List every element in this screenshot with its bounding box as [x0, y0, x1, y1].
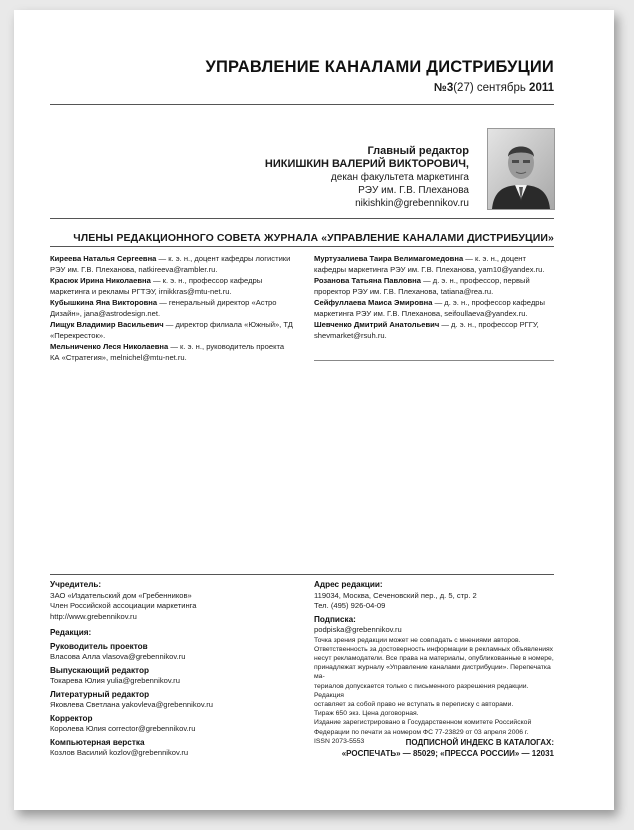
address-line: 119034, Москва, Сеченовский пер., д. 5, стр. 2	[314, 590, 477, 600]
member-desc: — д. э. н., профессор РГГУ, shevmarket@rsuh.ru.	[314, 320, 539, 340]
board-divider	[50, 246, 554, 247]
legal-line: принадлежат журналу «Управление каналами дистрибуции». Перепечатка ма-	[314, 664, 551, 681]
member-name: Сейфуллаева Маиса Эмировна	[314, 298, 433, 307]
staff-person: Козлов Василий kozlov@grebennikov.ru	[50, 748, 189, 757]
legal-line: ISSN 2073-5553	[314, 737, 365, 745]
issue-month: сентябрь	[476, 82, 526, 94]
member-desc: — к. э. н., доцент кафедры логистики РЭУ им. Г.В. Плеханова, natkireeva@rambler.ru.	[50, 254, 291, 274]
board-member	[50, 275, 294, 297]
editor-org: РЭУ им. Г.В. Плеханова	[358, 185, 469, 196]
member-name: Муртузалиева Таира Велимагомедовна	[314, 254, 464, 263]
member-desc: — д. э. н., профессор кафедры маркетинга РЭУ им. Г.В. Плеханова, seifoullaeva@yandex.ru.	[314, 298, 545, 318]
index-catalogs: «РОСПЕЧАТЬ» — 85029; «ПРЕССА РОССИИ» — 12031	[341, 749, 554, 758]
staff-person: Яковлева Светлана yakovleva@grebennikov.ru	[50, 700, 213, 709]
board-member	[50, 319, 294, 341]
member-desc: — к. э. н., профессор кафедры маркетинга и рекламы РГТЭУ, irnikkras@mtu-net.ru.	[50, 276, 263, 296]
subscription-index	[342, 737, 554, 759]
staff-person: Токарева Юлия yulia@grebennikov.ru	[50, 676, 180, 685]
editor-position: декан факультета маркетинга	[330, 172, 469, 183]
founder-line: ЗАО «Издательский дом «Гребенников»	[50, 590, 192, 600]
staff-role: Компьютерная верстка	[50, 737, 145, 747]
issue-number: №3	[434, 82, 454, 94]
staff-role: Руководитель проектов	[50, 641, 148, 651]
address-phone: Тел. (495) 926-04-09	[314, 601, 386, 610]
legal-line: оставляет за собой право не вступать в переписку с авторами.	[314, 700, 514, 708]
staff-role: Литературный редактор	[50, 689, 150, 699]
board-member	[314, 253, 554, 275]
board-right-column	[314, 253, 554, 341]
member-name: Лищук Владимир Васильевич	[50, 320, 164, 329]
editor-role: Главный редактор	[367, 145, 469, 157]
board-left-column	[50, 253, 294, 363]
top-divider	[50, 104, 554, 105]
board-title: ЧЛЕНЫ РЕДАКЦИОННОГО СОВЕТА ЖУРНАЛА «УПРАВЛЕНИЕ КАНАЛАМИ ДИСТРИБУЦИИ»	[73, 232, 554, 244]
staff-label: Редакция:	[50, 628, 92, 637]
editor-name: НИКИШКИН ВАЛЕРИЙ ВИКТОРОВИЧ,	[264, 158, 469, 170]
imprint-right	[314, 580, 559, 746]
board-member	[50, 253, 294, 275]
board-member	[314, 319, 554, 341]
editor-photo	[487, 128, 555, 210]
subscription-label: Подписка:	[314, 614, 356, 624]
legal-line: Федерации по печати за номером ФС 77-23829 от 03 апреля 2006 г.	[314, 728, 529, 736]
member-name: Красюк Ирина Николаевна	[50, 276, 151, 285]
imprint-divider	[50, 574, 554, 575]
index-heading: ПОДПИСНОЙ ИНДЕКС В КАТАЛОГАХ:	[405, 738, 554, 747]
member-name: Кубышкина Яна Викторовна	[50, 298, 158, 307]
board-member	[314, 297, 554, 319]
staff-role: Выпускающий редактор	[50, 665, 149, 675]
issue-total: (27)	[453, 82, 474, 94]
member-name: Шевченко Дмитрий Анатольевич	[314, 320, 440, 329]
legal-notes	[314, 636, 559, 746]
member-desc: — к. э. н., руководитель проекта КА «Стратегия», melnichel@mtu-net.ru.	[50, 342, 285, 362]
legal-line: териалов допускается только с письменного разрешения редакции. Редакция	[314, 682, 529, 699]
subscription-email[interactable]: podpiska@grebennikov.ru	[314, 625, 402, 634]
board-right-end-divider	[314, 360, 554, 361]
editor-block	[265, 145, 469, 210]
editor-divider	[50, 218, 554, 219]
founder-line: Член Российской ассоциации маркетинга	[50, 601, 197, 610]
issue-year: 2011	[529, 82, 554, 94]
member-name: Киреева Наталья Сергеевна	[50, 254, 157, 263]
journal-title: УПРАВЛЕНИЕ КАНАЛАМИ ДИСТРИБУЦИИ	[205, 58, 554, 76]
legal-line: Издание зарегистрировано в Государственном комитете Российской	[314, 719, 532, 727]
founder-link[interactable]: http://www.grebennikov.ru	[50, 611, 137, 621]
member-desc: — д. э. н., профессор, первый проректор РЭУ им. Г.В. Плеханова, tatiana@rea.ru.	[314, 276, 530, 296]
legal-line: Тираж 650 экз. Цена договорная.	[314, 710, 419, 718]
board-member	[314, 275, 554, 297]
member-desc: — генеральный директор «Астро Дизайн», jana@astrodesign.net.	[50, 298, 277, 318]
staff-person: Власова Алла vlasova@grebennikov.ru	[50, 652, 186, 661]
legal-line: несут рекламодатели. Все права на материалы, опубликованные в номере,	[314, 654, 554, 662]
staff-role: Корректор	[50, 713, 93, 723]
member-desc: — директор филиала «Южный», ТД «Перекресток».	[50, 320, 293, 340]
page	[14, 10, 614, 810]
board-member	[50, 297, 294, 319]
issue-line	[434, 82, 554, 94]
founder-label: Учредитель:	[50, 580, 102, 589]
board-member	[50, 341, 294, 363]
legal-line: Точка зрения редакции может не совпадать с мнениями авторов.	[314, 636, 521, 644]
staff-person: Королева Юлия corrector@grebennikov.ru	[50, 724, 196, 733]
member-desc: — к. э. н., доцент кафедры маркетинга РЭУ им. Г.В. Плеханова, yam10@yandex.ru.	[314, 254, 545, 274]
editor-email: nikishkin@grebennikov.ru	[355, 198, 469, 209]
member-name: Розанова Татьяна Павловна	[314, 276, 421, 285]
member-name: Мельниченко Леся Николаевна	[50, 342, 169, 351]
legal-line: Ответственность за достоверность информации в рекламных объявлениях	[314, 645, 554, 653]
address-label: Адрес редакции:	[314, 580, 383, 589]
imprint-left	[50, 580, 300, 759]
